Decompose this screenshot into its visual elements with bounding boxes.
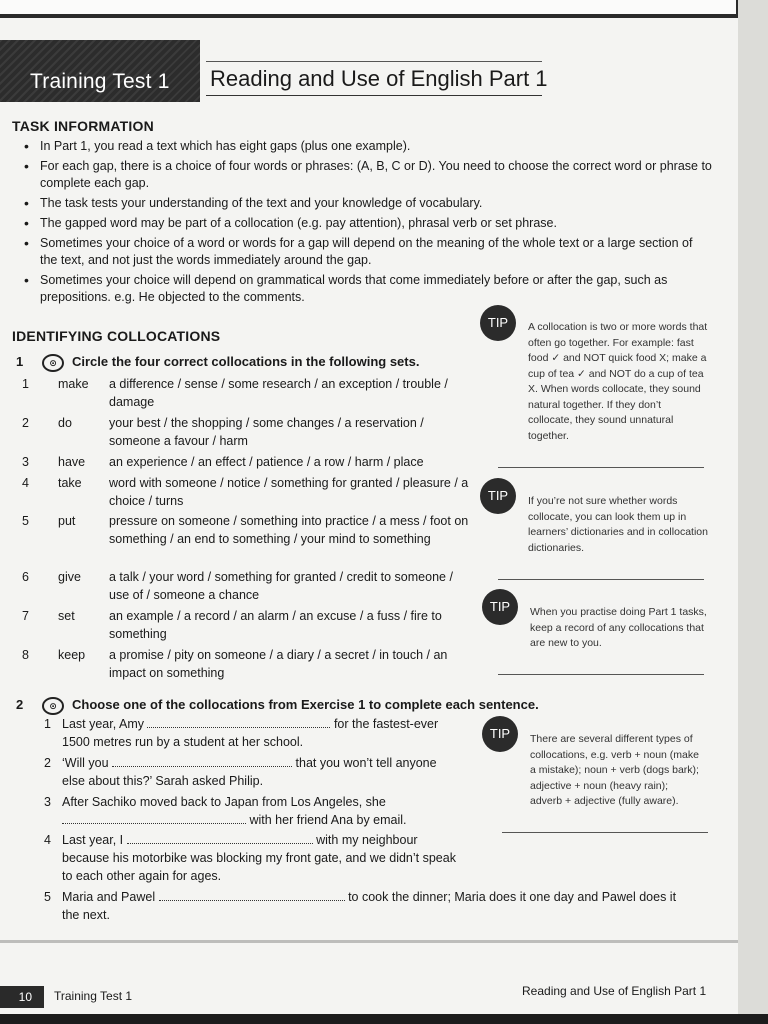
tip-text: When you practise doing Part 1 tasks, keep a record of any collocations that are new to you. [530,606,707,649]
exercise-2-number: 2 [16,697,24,712]
title-rule-top [206,61,542,62]
tip-text: If you’re not sure whether words collocate, you can look them up in learners’ dictionaries and in collocation dictionaries. [528,495,708,554]
tip-text: There are several different types of collocations, e.g. verb + noun (make a mistake); noun + verb (dogs bark); adjective + noun (heavy rain); adverb + adjective (fully aware). [530,733,699,807]
pair-work-icon: ⊙ [42,697,64,715]
tip-divider [498,674,704,675]
pair-work-icon: ⊙ [42,354,64,372]
test-title: Training Test 1 [30,70,170,93]
answer-gap[interactable] [62,811,246,824]
task-info-bullet: • For each gap, there is a choice of four words or phrases: (A, B, C or D). You need to choose the correct word or phrase to complete each gap. [22,158,712,192]
task-info-bullet: • The gapped word may be part of a collocation (e.g. pay attention), phrasal verb or set phrase. [22,215,712,232]
footer-test-label: Training Test 1 [54,989,133,1003]
answer-gap[interactable] [147,715,330,728]
scan-edge-bottom [0,1014,768,1024]
task-info-bullet: • Sometimes your choice of a word or words for a gap will depend on the meaning of the whole text or a large section of the text, and not just the words immediately around the gap. [22,235,712,269]
exercise-1-instruction: Circle the four correct collocations in the following sets. [72,354,420,369]
page-number: 10 [0,986,44,1008]
tip-text: A collocation is two or more words that often go together. For example: fast food ✓ and NOT quick food X; make a cup of tea ✓ and NOT do a cup of tea X. When words collocate, they sound natural together. If they don’t collocate, they sound unnatural together. [528,321,708,442]
tip-divider [502,832,708,833]
task-info-bullet: • Sometimes your choice will depend on grammatical words that come immediately before or after the gap, such as prepositions. e.g. He objected to the comments. [22,272,712,306]
title-rule [206,95,542,96]
tip-divider [498,579,704,580]
answer-gap[interactable] [127,831,313,844]
scan-edge-right [738,0,768,1024]
tip-badge: TIP [482,589,518,625]
answer-gap[interactable] [112,754,292,767]
task-info-list [22,138,712,309]
tip-badge: TIP [480,478,516,514]
exercise-2-instruction: Choose one of the collocations from Exercise 1 to complete each sentence. [72,697,539,712]
task-info-bullet: • In Part 1, you read a text which has eight gaps (plus one example). [22,138,712,155]
footer-part-label: Reading and Use of English Part 1 [522,984,707,998]
collocations-heading: IDENTIFYING COLLOCATIONS [12,328,221,344]
tip-divider [498,467,704,468]
answer-gap[interactable] [159,888,345,901]
tip-badge: TIP [480,305,516,341]
part-title: Reading and Use of English Part 1 [210,66,548,91]
task-info-heading: TASK INFORMATION [12,118,154,134]
footer-rule [0,940,738,943]
exercise-1-number: 1 [16,354,24,369]
page-top-edge [0,0,736,14]
tip-badge: TIP [482,716,518,752]
task-info-bullet: • The task tests your understanding of the text and your knowledge of vocabulary. [22,195,712,212]
